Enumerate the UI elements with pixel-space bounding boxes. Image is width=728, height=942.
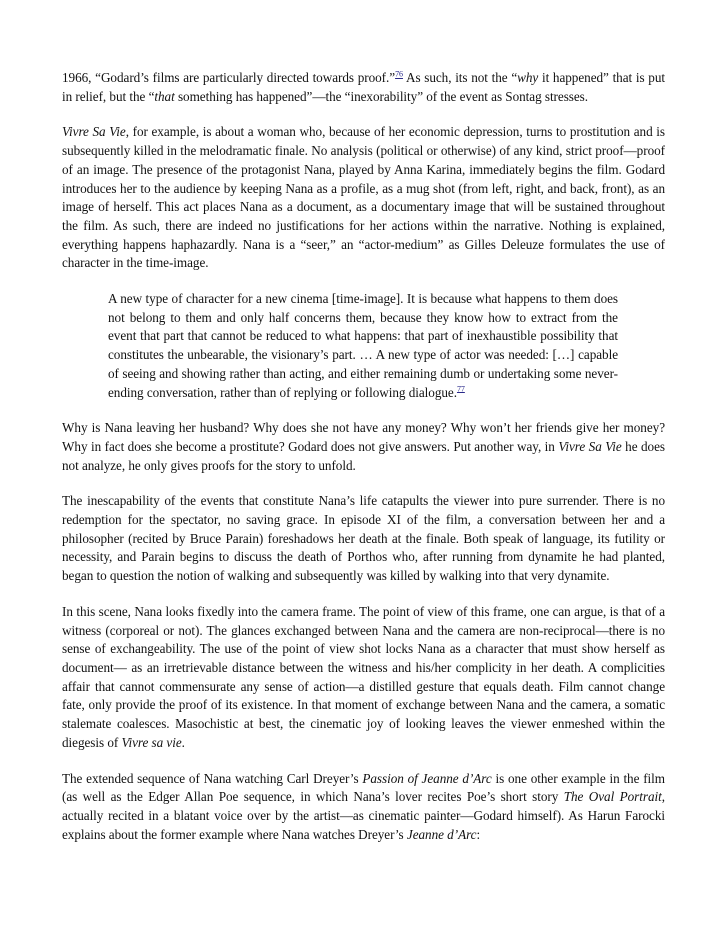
italic-text: that <box>154 88 175 104</box>
footnote-ref[interactable]: 77 <box>456 384 465 394</box>
document-page <box>62 69 665 861</box>
text-run: something has happened”—the “inexorability” of the event as Sontag stresses. <box>174 88 588 104</box>
paragraph-why-is-nana <box>62 419 665 475</box>
text-run: In this scene, Nana looks fixedly into the camera frame. The point of view of this frame, one can argue, is that of a witness (corporeal or not). The glances exchanged between Nana and the camera are non-reciprocal—there is no sense of exchangeability. The use of the point of view shot locks Nana as a character that must show herself as document— as an irretrievable distance between the witness and his/her complicity in her death. A complicities affair that cannot commensurate any sense of action—a distilled gesture that equals death. Film cannot change fate, only provide the proof of its existence. In that moment of exchange between Nana and the camera, a somatic stalemate coalesces. Masochistic at best, the cinematic joy of looking leaves the viewer enmeshed within the diegesis of <box>62 603 665 750</box>
paragraph-vivre-sa-vie <box>62 123 665 273</box>
italic-text: Vivre sa vie <box>121 734 182 750</box>
text-run: : <box>476 826 481 842</box>
italic-text: Jeanne d’Arc <box>406 826 477 842</box>
text-run: , for example, is about a woman who, because of her economic depression, turns to prostitution and is subsequently killed in the melodramatic finale. No analysis (political or otherwise) of any kind, strict proof—proof of an image. The presence of the protagonist Nana, played by Anna Karina, immediately begins the film. Godard introduces her to the audience by keeping Nana as a profile, as a mug shot (from left, right, and back, front), as an image of herself. This act places Nana as a document, as a documentary image that will be sustained throughout the film. As such, there are indeed no justifications for her actions within the narrative. Nothing is explained, everything happens haphazardly. Nana is a “seer,” an “actor-medium” as Gilles Deleuze formulates the use of character in the time-image. <box>62 124 665 271</box>
italic-text: why <box>517 70 539 85</box>
text-run: is one other example in the film (as well as the Edger Allan Poe sequence, in which Nana’s lover recites Poe’s short story <box>62 770 665 805</box>
paragraph-opening <box>62 69 665 106</box>
paragraph-camera-frame <box>62 603 665 753</box>
text-run: . <box>181 734 185 750</box>
italic-text: Passion of Jeanne d’Arc <box>362 770 492 786</box>
text-run: it happened” that is put in relief, but the “ <box>62 70 665 104</box>
italic-text: Vivre Sa Vie <box>62 124 126 140</box>
text-run: As such, its not the “ <box>402 70 518 85</box>
text-run: A new type of character for a new cinema [time-image]. It is because what happens to them does not belong to them and only half concerns them, because they know how to extract from the event that part that cannot be reduced to what happens: that part of inexhaustible possibility that constitutes the unbearable, the visionary’s part. … A new type of actor was needed: […] capable of seeing and showing rather than acting, and either remaining dumb or undertaking some never-ending conversation, rather than of replying or following dialogue. <box>108 291 618 400</box>
footnote-ref[interactable]: 76 <box>395 69 403 79</box>
text-run: , actually recited in a blatant voice over by the artist—as cinematic painter—Godard himself). As Harun Farocki explains about the former example where Nana watches Dreyer’s <box>62 789 665 842</box>
text-run: The extended sequence of Nana watching Carl Dreyer’s <box>62 770 363 786</box>
italic-text: Vivre Sa Vie <box>558 438 622 454</box>
text-run: 1966, “Godard’s films are particularly directed towards proof.” <box>62 70 396 85</box>
italic-text: The Oval Portrait <box>563 789 662 805</box>
paragraph-dreyer-sequence <box>62 770 665 845</box>
text-run: The inescapability of the events that constitute Nana’s life catapults the viewer into pure surrender. There is no redemption for the spectator, no saving grace. In episode XI of the film, a conversation between her and a philosopher (recited by Bruce Parain) foreshadows her death at the finale. Both speak of language, its futility or necessity, and Parain begins to discuss the death of Porthos who, after running from dynamite he had planted, began to question the notion of walking and subsequently was killed by walking into that very dynamite. <box>62 493 665 584</box>
text-run: he does not analyze, he only gives proofs for the story to unfold. <box>62 438 665 473</box>
text-run: Why is Nana leaving her husband? Why does she not have any money? Why won’t her friends give her money? Why in fact does she become a prostitute? Godard does not give answers. Put another way, in <box>62 420 665 454</box>
block-quote-deleuze <box>62 290 618 402</box>
paragraph-inescapability <box>62 492 665 586</box>
